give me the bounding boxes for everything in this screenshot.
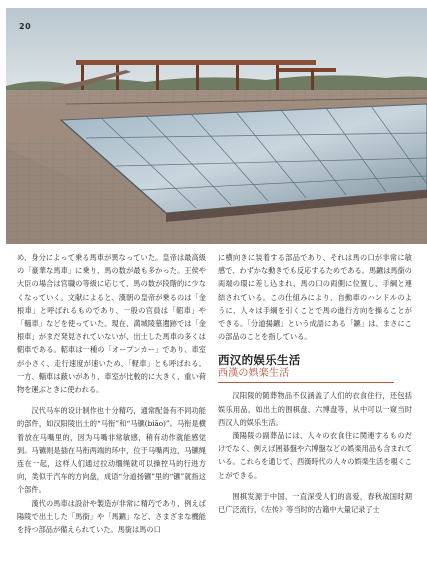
paragraph-japanese-entertainment: 漢陽陵の副葬品には、人々の衣食住に関連するものだけでなく、例えば囲碁盤や六博盤などの娯楽用品も含まれている。これらを通じて、西漢時代の人々の娯楽生活を覗くことができる。 <box>218 431 412 480</box>
paragraph-chinese-entertainment: 汉阳陵的随葬物品不仅涵盖了人们的衣食住行，还包括娱乐用品，如出土的围棋盘、六博盘等，从中可以一窥当时西汉人的娱乐生活。 <box>218 391 412 427</box>
paragraph-japanese-bridle-continued: に横向きに装着する部品であり、それは馬の口が非常に敏感で、わずかな動きでも反応するためである。馬鑣は馬銜の両端の環に差し込まれ、馬の口の両側に位置し、手綱と連結されている。この仕組みにより、自動車のハンドルのように、人々は手綱を引くことで馬の進行方向を操ることができる。「分道揚鑣」という成語にある「鑣」は、まさにこの部品のことを指している。 <box>218 253 412 342</box>
section-title: 西汉的娱乐生活 <box>218 353 301 368</box>
paragraph-japanese-carriage-ranks: め、身分によって乗る馬車が異なっていた。皇帝は最高級の「豪華な馬車」に乗り、馬の数が最も多かった。王侯や大臣の場合は官職の等級に応じて、馬の数が段階的に少なくなっていく。文献によると、漢朝の皇帝が乗るのは「金根車」と呼ばれるものであり、一般の官員は「軺車」や「輜車」などを使っていた。現在、満城陵墓遺跡では「金根車」がまだ発見されていないが、出土した馬車の多くは軺車である。軺車は一種の「オープンカー」であり、車室が小さく、走行速度が速いため、「軽車」とも呼ばれる。一方、輜車は蔽いがあり、車室が比較的に大きく、重い荷物を運ぶときに使われる。 <box>17 253 206 395</box>
left-text-column <box>17 251 206 536</box>
section-heading <box>218 353 412 383</box>
right-text-column <box>218 251 412 516</box>
paragraph-chinese-bridle-parts: 汉代马车的设计制作也十分精巧，通常配备有不同功能的部件，如汉阳陵出土的“马衔”和“马镳(biāo)”。马衔是横着放在马嘴里的，因为马嘴非常敏感，稍有动作就能感觉到。马镳则是插在马衔两端的环中，位于马嘴两边，马镳绳连在一起，这样人们通过拉动缰绳就可以操控马的行进方向，类似于汽车的方向盘，成语“分道扬镳”里的“镳”就指这个部件。 <box>17 406 206 495</box>
paragraph-japanese-bridle-parts: 漢代の馬車は設計や製造が非常に精巧であり、例えば陽陵で出土した「馬銜」や「馬鑣」など、さまざまな機能を持つ部品が備えられていた。馬銜は馬の口 <box>17 498 206 535</box>
page-number: 20 <box>19 22 32 31</box>
section-divider <box>218 382 394 383</box>
section-subtitle: 西漢の娯楽生活 <box>218 368 290 380</box>
paragraph-chinese-weiqi: 围棋发源于中国，一直深受人们的喜爱，春秋战国时期已广泛流行，《左传》等当时的古籍中大量记录了士 <box>218 491 412 515</box>
museum-glass-roof-photo <box>6 8 427 244</box>
